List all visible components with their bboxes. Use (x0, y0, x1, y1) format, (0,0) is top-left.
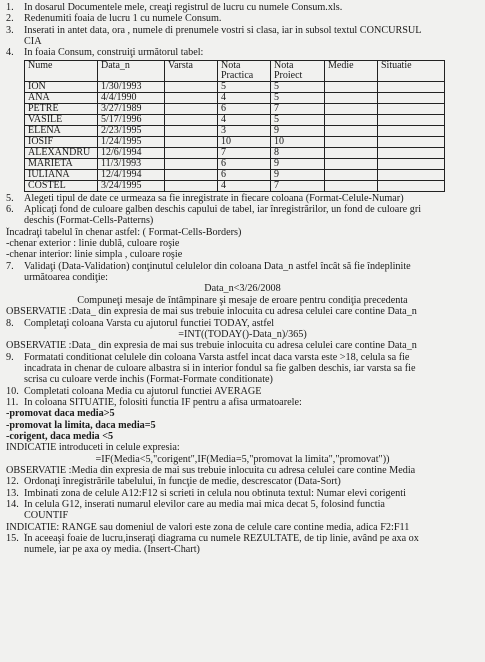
lines_b-line (6, 306, 479, 317)
column-header: Nume (25, 60, 98, 81)
item-text: CIA (24, 36, 42, 48)
item-number: 15. (6, 533, 19, 545)
lines_b-line (6, 386, 479, 397)
item-number: 13. (6, 487, 19, 499)
item-text: In foaia Consum, construiţi următorul tabel: (24, 47, 204, 59)
item-text: numele, iar pe axa oy media. (Insert-Chart) (24, 544, 200, 556)
item-text: Imbinati zona de celule A12:F12 si scrieti in celula nou obtinuta textul: Numar elevi corigenti (24, 487, 406, 499)
column-header: Situatie (378, 60, 445, 81)
lines_b-line (6, 318, 479, 329)
item-text: COUNTIF (24, 510, 69, 522)
lines_b-line (6, 454, 479, 465)
item-text: Ordonaţi înregistrările tabelului, în funcţie de medie, descrescator (Data-Sort) (24, 476, 341, 488)
item-text: Data_n<3/26/2008 (204, 283, 281, 295)
lines_b-line (6, 499, 479, 510)
item-text: Aplicaţi fond de culoare galben deschis capului de tabel, iar înregistrărilor, un fond de culoare gri (24, 204, 422, 216)
lines_b-line (6, 465, 479, 476)
lines_a-line (6, 36, 479, 47)
item-text: OBSERVATIE :Data_ din expresia de mai sus trebuie inlocuita cu adresa celulei care contine Data_n (6, 340, 417, 352)
item-number: 6. (6, 204, 14, 216)
table-cell: 7 (271, 103, 325, 114)
table-cell: 8 (271, 147, 325, 158)
lines_b-line (6, 522, 479, 533)
table-cell (325, 158, 378, 169)
lines_b-line (6, 363, 479, 374)
item-text: -chenar exterior : linie dublă, culoare roşie (6, 238, 180, 250)
table-cell: 3 (218, 125, 271, 136)
item-text: următoarea condiţie: (24, 272, 109, 284)
lines_b-line (6, 397, 479, 408)
item-number: 14. (6, 499, 19, 510)
item-number: 7. (6, 260, 14, 272)
item-number: 8. (6, 317, 14, 329)
table-cell: ION (25, 81, 98, 92)
item-number: 11. (6, 396, 19, 408)
item-text: In celula G12, inserati numarul elevilor care au media mai mica decat 5, folosind functia (24, 499, 385, 510)
table-cell: 3/27/1989 (98, 103, 165, 114)
table-cell: 10 (271, 136, 325, 147)
item-text: INDICATIE introduceti in celule expresia: (6, 442, 180, 454)
table-cell (325, 103, 378, 114)
table-cell (165, 136, 218, 147)
table-cell: 3/24/1995 (98, 180, 165, 191)
table-row (25, 125, 445, 136)
item-text: In dosarul Documentele mele, creaţi registrul de lucru cu numele Consum.xls. (24, 2, 343, 13)
lines_b-line (6, 488, 479, 499)
table-cell: ELENA (25, 125, 98, 136)
table-cell: 5 (218, 81, 271, 92)
table-cell: 4/4/1990 (98, 92, 165, 103)
lines_b-line (6, 533, 479, 544)
column-header: Data_n (98, 60, 165, 81)
item-text: -corigent, daca media <5 (6, 430, 114, 442)
table-cell (378, 169, 445, 180)
table-cell (325, 81, 378, 92)
table-cell: 7 (271, 180, 325, 191)
table-cell: 11/3/1993 (98, 158, 165, 169)
item-number: 4. (6, 47, 14, 59)
lines_a-line (6, 47, 479, 58)
table-row (25, 136, 445, 147)
table-cell (165, 169, 218, 180)
table-cell: 6 (218, 158, 271, 169)
table-row (25, 114, 445, 125)
item-text: Compuneţi mesaje de întâmpinare şi mesaje de eroare pentru condiţia precedenta (77, 294, 408, 306)
table-cell (165, 147, 218, 158)
item-text: deschis (Format-Cells-Patterns) (24, 215, 154, 227)
table-cell (165, 114, 218, 125)
lines_b-line (6, 420, 479, 431)
item-text: incadrata in chenar de culoare albastra si in interior fondul sa fie galben deschis, iar varsta sa fie (24, 362, 416, 374)
item-number: 5. (6, 192, 14, 204)
lines_b-line (6, 227, 479, 238)
item-text: Încadraţi tabelul în chenar astfel: ( Format-Cells-Borders) (6, 226, 242, 238)
item-text: scrisa cu culoare verde inchis (Format-Formate conditionate) (24, 374, 273, 386)
table-cell: 12/4/1994 (98, 169, 165, 180)
column-header: Medie (325, 60, 378, 81)
lines_b-line (6, 544, 479, 555)
table-cell (325, 92, 378, 103)
lines_b-line (6, 442, 479, 453)
column-header: Nota Proiect (271, 60, 325, 81)
table-cell: 4 (218, 180, 271, 191)
table-cell: 1/30/1993 (98, 81, 165, 92)
lines_b-line (6, 193, 479, 204)
table-cell: PETRE (25, 103, 98, 114)
table-cell: 12/6/1994 (98, 147, 165, 158)
lines_a-line (6, 2, 479, 13)
table-cell: IULIANA (25, 169, 98, 180)
table-cell: 6 (218, 169, 271, 180)
table-cell (378, 92, 445, 103)
table-cell: VASILE (25, 114, 98, 125)
item-text: Formatati conditionat celulele din coloana Varsta astfel incat daca varsta este >18, celula sa fie (24, 351, 410, 363)
table-row (25, 180, 445, 191)
table-cell: MARIETA (25, 158, 98, 169)
table-cell (378, 114, 445, 125)
table-cell (378, 147, 445, 158)
lines_b-line (6, 374, 479, 385)
table-cell (165, 103, 218, 114)
table-body (25, 81, 445, 191)
item-text: -promovat la limita, daca media=5 (6, 419, 156, 431)
item-number: 9. (6, 351, 14, 363)
item-text: OBSERVATIE :Media din expresia de mai sus trebuie inlocuita cu adresa celulei care contine Media (6, 464, 416, 476)
item-text: Completati coloana Media cu ajutorul functiei AVERAGE (24, 385, 262, 397)
lines_b-line (6, 238, 479, 249)
table-cell: 10 (218, 136, 271, 147)
table-header-row (25, 60, 445, 81)
item-number: 10. (6, 385, 19, 397)
lines_b-line (6, 476, 479, 487)
item-text: În aceeaşi foaie de lucru,inseraţi diagrama cu numele REZULTATE, de tip linie, având pe axa ox (24, 533, 419, 545)
table-row (25, 158, 445, 169)
table-cell: IOSIF (25, 136, 98, 147)
lines_a-line (6, 13, 479, 24)
table-cell: 9 (271, 169, 325, 180)
item-text: Redenumiti foaia de lucru 1 cu numele Consum. (24, 13, 222, 25)
item-number: 1. (6, 2, 14, 13)
table-cell (325, 125, 378, 136)
item-text: -chenar interior: linie simpla , culoare roşie (6, 249, 183, 261)
column-header: Varsta (165, 60, 218, 81)
lines_b-line (6, 408, 479, 419)
item-text: Completaţi coloana Varsta cu ajutorul functiei TODAY, astfel (24, 317, 275, 329)
table-cell (165, 92, 218, 103)
student-table (24, 60, 445, 192)
table-cell (165, 158, 218, 169)
table-cell (325, 180, 378, 191)
table-cell: 4 (218, 92, 271, 103)
table-cell (378, 136, 445, 147)
table-cell: COSTEL (25, 180, 98, 191)
table-cell: 5 (271, 114, 325, 125)
lines_b-line (6, 261, 479, 272)
lines_b-line (6, 431, 479, 442)
table-cell (325, 147, 378, 158)
lines_b-line (6, 340, 479, 351)
item-text: -promovat daca media>5 (6, 408, 115, 420)
lines_b-line (6, 352, 479, 363)
table-cell (378, 103, 445, 114)
table-row (25, 92, 445, 103)
item-number: 2. (6, 13, 14, 25)
lines_b-line (6, 272, 479, 283)
item-text: =INT((TODAY()-Data_n)/365) (178, 328, 307, 340)
lines_b-line (6, 510, 479, 521)
table-cell (378, 125, 445, 136)
table-cell (165, 180, 218, 191)
table-cell: ANA (25, 92, 98, 103)
item-text: =IF(Media<5,"corigent",IF(Media=5,"promovat la limita","promovat")) (95, 453, 390, 465)
table-cell (325, 169, 378, 180)
item-text: Validaţi (Data-Validation) conţinutul celulelor din coloana Data_n astfel încât să fie îndeplinite (24, 260, 411, 272)
instructions-part-2 (6, 193, 479, 556)
lines_b-line (6, 215, 479, 226)
table-cell (325, 136, 378, 147)
table-cell: 7 (218, 147, 271, 158)
table-cell (378, 158, 445, 169)
table-cell: 5 (271, 92, 325, 103)
table-cell: 5/17/1996 (98, 114, 165, 125)
lines_a-line (6, 25, 479, 36)
table-cell: 9 (271, 158, 325, 169)
item-number: 12. (6, 476, 19, 488)
lines_b-line (6, 329, 479, 340)
table-cell: 1/24/1995 (98, 136, 165, 147)
table-cell (165, 81, 218, 92)
table-row (25, 169, 445, 180)
instructions-part-1 (6, 2, 479, 59)
table-cell (165, 125, 218, 136)
lines_b-line (6, 283, 479, 294)
table-row (25, 81, 445, 92)
lines_b-line (6, 295, 479, 306)
table-cell: 2/23/1995 (98, 125, 165, 136)
table-cell: 4 (218, 114, 271, 125)
table-cell (378, 81, 445, 92)
item-text: OBSERVATIE :Data_ din expresia de mai sus trebuie inlocuita cu adresa celulei care contine Data_n (6, 306, 417, 318)
item-text: INDICATIE: RANGE sau domeniul de valori este zona de celule care contine media, adica F2:F11 (6, 521, 410, 533)
item-text: Alegeti tipul de date ce urmeaza sa fie inregistrate in fiecare coloana (Format-Celule-Numar) (24, 192, 404, 204)
item-number: 3. (6, 24, 14, 36)
table-cell: 5 (271, 81, 325, 92)
table-cell: ALEXANDRU (25, 147, 98, 158)
item-text: In coloana SITUATIE, folositi functia IF pentru a afisa urmatoarele: (24, 396, 302, 408)
table-row (25, 103, 445, 114)
column-header: Nota Practica (218, 60, 271, 81)
table-cell (378, 180, 445, 191)
lines_b-line (6, 249, 479, 260)
lines_b-line (6, 204, 479, 215)
item-text: Inserati in antet data, ora , numele di prenumele vostri si clasa, iar in subsol textul CONCURSUL (24, 24, 422, 36)
table-cell: 9 (271, 125, 325, 136)
table-cell: 6 (218, 103, 271, 114)
table-row (25, 147, 445, 158)
table-cell (325, 114, 378, 125)
